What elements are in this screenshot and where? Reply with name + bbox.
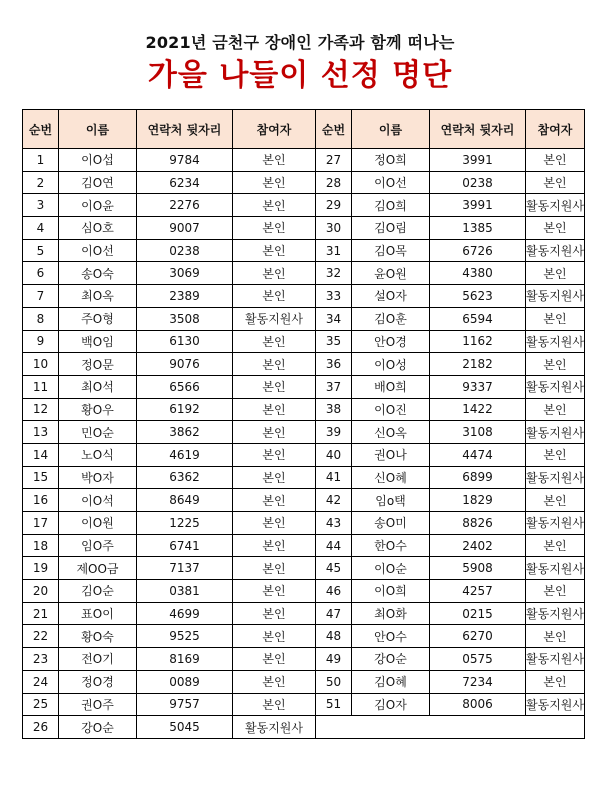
- entry-number: 27: [316, 149, 352, 172]
- entry-name: 전O기: [59, 648, 137, 671]
- entry-name: 강O순: [59, 716, 137, 739]
- entry-phone: 6594: [430, 307, 526, 330]
- entry-name: 안O수: [352, 625, 430, 648]
- table-row: [23, 693, 585, 716]
- entry-number: 48: [316, 625, 352, 648]
- entry-name: 김O순: [59, 580, 137, 603]
- column-header-name: 이름: [352, 110, 430, 149]
- entry-phone: 7137: [137, 557, 233, 580]
- table-row: [23, 285, 585, 308]
- table-row: [23, 557, 585, 580]
- entry-participant: 활동지원사: [526, 466, 585, 489]
- entry-number: 2: [23, 171, 59, 194]
- table-row: [23, 375, 585, 398]
- entry-name: 설O자: [352, 285, 430, 308]
- entry-participant: 본인: [233, 489, 316, 512]
- entry-number: 7: [23, 285, 59, 308]
- entry-phone: 9337: [430, 375, 526, 398]
- entry-phone: 5908: [430, 557, 526, 580]
- entry-participant: 활동지원사: [526, 602, 585, 625]
- entry-name: 김O자: [352, 693, 430, 716]
- entry-number: 51: [316, 693, 352, 716]
- entry-phone: 4257: [430, 580, 526, 603]
- entry-phone: 4619: [137, 443, 233, 466]
- document-subtitle: 2021년 금천구 장애인 가족과 함께 떠나는: [145, 33, 455, 52]
- entry-participant: 활동지원사: [526, 693, 585, 716]
- table-row: [23, 670, 585, 693]
- document-title: 가을 나들이 선정 명단: [147, 58, 453, 93]
- column-header-participant: 참여자: [233, 110, 316, 149]
- table-row: [23, 149, 585, 172]
- entry-number: 19: [23, 557, 59, 580]
- entry-participant: 본인: [233, 262, 316, 285]
- table-row: [23, 171, 585, 194]
- entry-phone: 3991: [430, 149, 526, 172]
- entry-number: 35: [316, 330, 352, 353]
- entry-name: 이O성: [352, 353, 430, 376]
- entry-name: 임O주: [59, 534, 137, 557]
- table-row: [23, 443, 585, 466]
- entry-number: 49: [316, 648, 352, 671]
- entry-number: 39: [316, 421, 352, 444]
- entry-phone: 6192: [137, 398, 233, 421]
- entry-name: 이O원: [59, 512, 137, 535]
- entry-participant: 활동지원사: [526, 285, 585, 308]
- entry-phone: 3991: [430, 194, 526, 217]
- entry-participant: 활동지원사: [233, 716, 316, 739]
- entry-name: 이O순: [352, 557, 430, 580]
- entry-participant: 본인: [233, 602, 316, 625]
- table-row: [23, 625, 585, 648]
- entry-phone: 8169: [137, 648, 233, 671]
- entry-number: 43: [316, 512, 352, 535]
- column-header-name: 이름: [59, 110, 137, 149]
- entry-name: 이O선: [59, 239, 137, 262]
- entry-number: 22: [23, 625, 59, 648]
- table-row: [23, 330, 585, 353]
- entry-participant: 활동지원사: [526, 512, 585, 535]
- entry-name: 정O문: [59, 353, 137, 376]
- entry-participant: 활동지원사: [526, 239, 585, 262]
- entry-name: 강O순: [352, 648, 430, 671]
- entry-phone: 9525: [137, 625, 233, 648]
- entry-participant: 본인: [526, 625, 585, 648]
- column-header-phone: 연락처 뒷자리: [137, 110, 233, 149]
- entry-participant: 활동지원사: [526, 375, 585, 398]
- entry-name: 정O희: [352, 149, 430, 172]
- table-body: [23, 149, 585, 739]
- entry-phone: 8006: [430, 693, 526, 716]
- entry-number: 32: [316, 262, 352, 285]
- entry-name: 황O숙: [59, 625, 137, 648]
- entry-number: 20: [23, 580, 59, 603]
- entry-phone: 2276: [137, 194, 233, 217]
- entry-phone: 1422: [430, 398, 526, 421]
- entry-number: 16: [23, 489, 59, 512]
- entry-participant: 본인: [526, 262, 585, 285]
- entry-name: 권O나: [352, 443, 430, 466]
- entry-participant: 본인: [526, 670, 585, 693]
- entry-participant: 본인: [526, 443, 585, 466]
- entry-name: 한O수: [352, 534, 430, 557]
- entry-name: 이O진: [352, 398, 430, 421]
- entry-participant: 본인: [233, 580, 316, 603]
- table-row: [23, 239, 585, 262]
- column-header-number: 순번: [316, 110, 352, 149]
- table-row: [23, 398, 585, 421]
- entry-phone: 8649: [137, 489, 233, 512]
- entry-name: 심O호: [59, 217, 137, 240]
- entry-number: 28: [316, 171, 352, 194]
- entry-name: 신O혜: [352, 466, 430, 489]
- entry-number: 26: [23, 716, 59, 739]
- entry-participant: 본인: [526, 171, 585, 194]
- entry-phone: 1225: [137, 512, 233, 535]
- entry-phone: 3508: [137, 307, 233, 330]
- entry-name: 신O옥: [352, 421, 430, 444]
- entry-number: 8: [23, 307, 59, 330]
- entry-name: 노O식: [59, 443, 137, 466]
- entry-participant: 본인: [233, 421, 316, 444]
- entry-participant: 본인: [233, 625, 316, 648]
- entry-phone: 4474: [430, 443, 526, 466]
- entry-number: 18: [23, 534, 59, 557]
- entry-participant: 본인: [526, 580, 585, 603]
- table-row: [23, 217, 585, 240]
- entry-phone: 6270: [430, 625, 526, 648]
- entry-name: 제OO금: [59, 557, 137, 580]
- table-row: [23, 512, 585, 535]
- entry-number: 45: [316, 557, 352, 580]
- entry-number: 42: [316, 489, 352, 512]
- entry-participant: 본인: [526, 353, 585, 376]
- entry-name: 정O경: [59, 670, 137, 693]
- entry-name: 안O경: [352, 330, 430, 353]
- entry-name: 윤O원: [352, 262, 430, 285]
- entry-phone: 4380: [430, 262, 526, 285]
- table-row: [23, 194, 585, 217]
- entry-number: 15: [23, 466, 59, 489]
- entry-number: 9: [23, 330, 59, 353]
- entry-phone: 3108: [430, 421, 526, 444]
- entry-phone: 1162: [430, 330, 526, 353]
- entry-number: 13: [23, 421, 59, 444]
- table-header: [23, 110, 585, 149]
- entry-number: 36: [316, 353, 352, 376]
- entry-number: 31: [316, 239, 352, 262]
- entry-number: 3: [23, 194, 59, 217]
- entry-number: 12: [23, 398, 59, 421]
- entry-number: 44: [316, 534, 352, 557]
- entry-name: 송O숙: [59, 262, 137, 285]
- entry-name: 최O옥: [59, 285, 137, 308]
- table-row: [23, 602, 585, 625]
- entry-number: 25: [23, 693, 59, 716]
- entry-participant: 본인: [233, 375, 316, 398]
- entry-name: 송O미: [352, 512, 430, 535]
- entry-phone: 0238: [137, 239, 233, 262]
- entry-name: 최O석: [59, 375, 137, 398]
- entry-participant: 본인: [526, 534, 585, 557]
- entry-phone: 6234: [137, 171, 233, 194]
- entry-number: 46: [316, 580, 352, 603]
- entry-name: 이O윤: [59, 194, 137, 217]
- entry-name: 이O희: [352, 580, 430, 603]
- entry-participant: 활동지원사: [233, 307, 316, 330]
- entry-number: 24: [23, 670, 59, 693]
- entry-name: 김O희: [352, 194, 430, 217]
- entry-name: 김O연: [59, 171, 137, 194]
- entry-phone: 6566: [137, 375, 233, 398]
- entry-number: 17: [23, 512, 59, 535]
- entry-participant: 본인: [233, 443, 316, 466]
- empty-cell: [316, 716, 585, 739]
- entry-phone: 4699: [137, 602, 233, 625]
- entry-participant: 본인: [526, 489, 585, 512]
- table-row: [23, 580, 585, 603]
- entry-participant: 본인: [233, 693, 316, 716]
- entry-name: 이O섭: [59, 149, 137, 172]
- entry-participant: 본인: [233, 512, 316, 535]
- entry-number: 33: [316, 285, 352, 308]
- entry-number: 1: [23, 149, 59, 172]
- entry-phone: 0381: [137, 580, 233, 603]
- table-row: [23, 421, 585, 444]
- entry-participant: 본인: [233, 353, 316, 376]
- table-row: [23, 307, 585, 330]
- entry-name: 배O희: [352, 375, 430, 398]
- entry-number: 11: [23, 375, 59, 398]
- entry-name: 박O자: [59, 466, 137, 489]
- entry-number: 30: [316, 217, 352, 240]
- entry-name: 임o택: [352, 489, 430, 512]
- entry-number: 10: [23, 353, 59, 376]
- entry-number: 37: [316, 375, 352, 398]
- entry-phone: 0215: [430, 602, 526, 625]
- table-row: [23, 466, 585, 489]
- column-header-participant: 참여자: [526, 110, 585, 149]
- entry-participant: 본인: [233, 330, 316, 353]
- entry-name: 김O림: [352, 217, 430, 240]
- entry-name: 이O석: [59, 489, 137, 512]
- entry-number: 38: [316, 398, 352, 421]
- entry-participant: 본인: [233, 557, 316, 580]
- entry-phone: 3862: [137, 421, 233, 444]
- entry-participant: 활동지원사: [526, 557, 585, 580]
- column-header-number: 순번: [23, 110, 59, 149]
- entry-name: 김O훈: [352, 307, 430, 330]
- entry-name: 황O우: [59, 398, 137, 421]
- entry-phone: 6726: [430, 239, 526, 262]
- entry-participant: 본인: [526, 398, 585, 421]
- entry-participant: 본인: [233, 171, 316, 194]
- entry-name: 김O혜: [352, 670, 430, 693]
- entry-participant: 본인: [233, 398, 316, 421]
- column-header-phone: 연락처 뒷자리: [430, 110, 526, 149]
- entry-phone: 1829: [430, 489, 526, 512]
- table-row: [23, 353, 585, 376]
- entry-participant: 본인: [526, 217, 585, 240]
- entry-participant: 본인: [233, 217, 316, 240]
- entry-number: 4: [23, 217, 59, 240]
- entry-name: 권O주: [59, 693, 137, 716]
- entry-name: 민O순: [59, 421, 137, 444]
- entry-participant: 활동지원사: [526, 421, 585, 444]
- entry-participant: 본인: [233, 194, 316, 217]
- entry-participant: 본인: [233, 285, 316, 308]
- entry-phone: 0238: [430, 171, 526, 194]
- entry-name: 김O목: [352, 239, 430, 262]
- entry-participant: 본인: [526, 307, 585, 330]
- entry-name: 주O형: [59, 307, 137, 330]
- entry-phone: 9757: [137, 693, 233, 716]
- entry-phone: 2402: [430, 534, 526, 557]
- entry-name: 백O임: [59, 330, 137, 353]
- entry-participant: 활동지원사: [526, 194, 585, 217]
- table-row: [23, 262, 585, 285]
- entry-phone: 6362: [137, 466, 233, 489]
- entry-participant: 본인: [233, 149, 316, 172]
- entry-participant: 본인: [233, 648, 316, 671]
- entry-number: 5: [23, 239, 59, 262]
- entry-participant: 본인: [233, 239, 316, 262]
- table-row: [23, 648, 585, 671]
- entry-phone: 3069: [137, 262, 233, 285]
- entry-phone: 1385: [430, 217, 526, 240]
- entry-number: 40: [316, 443, 352, 466]
- entry-phone: 9784: [137, 149, 233, 172]
- entry-number: 14: [23, 443, 59, 466]
- entry-participant: 본인: [233, 670, 316, 693]
- entry-phone: 7234: [430, 670, 526, 693]
- entry-number: 50: [316, 670, 352, 693]
- entry-phone: 6130: [137, 330, 233, 353]
- entry-number: 41: [316, 466, 352, 489]
- entry-phone: 2389: [137, 285, 233, 308]
- entry-number: 23: [23, 648, 59, 671]
- entry-phone: 8826: [430, 512, 526, 535]
- entry-participant: 본인: [233, 466, 316, 489]
- entry-number: 47: [316, 602, 352, 625]
- entry-phone: 6899: [430, 466, 526, 489]
- participant-table: [22, 109, 585, 739]
- entry-phone: 5623: [430, 285, 526, 308]
- entry-phone: 6741: [137, 534, 233, 557]
- entry-participant: 본인: [233, 534, 316, 557]
- entry-number: 34: [316, 307, 352, 330]
- entry-participant: 본인: [526, 149, 585, 172]
- entry-phone: 0089: [137, 670, 233, 693]
- header-row: [23, 110, 585, 149]
- table-row: [23, 534, 585, 557]
- entry-participant: 활동지원사: [526, 330, 585, 353]
- entry-name: 이O선: [352, 171, 430, 194]
- entry-participant: 활동지원사: [526, 648, 585, 671]
- entry-number: 6: [23, 262, 59, 285]
- entry-number: 29: [316, 194, 352, 217]
- entry-phone: 9007: [137, 217, 233, 240]
- entry-phone: 9076: [137, 353, 233, 376]
- table-row: [23, 489, 585, 512]
- entry-phone: 2182: [430, 353, 526, 376]
- entry-name: 최O화: [352, 602, 430, 625]
- entry-name: 표O이: [59, 602, 137, 625]
- entry-number: 21: [23, 602, 59, 625]
- entry-phone: 0575: [430, 648, 526, 671]
- table-row: [23, 716, 585, 739]
- entry-phone: 5045: [137, 716, 233, 739]
